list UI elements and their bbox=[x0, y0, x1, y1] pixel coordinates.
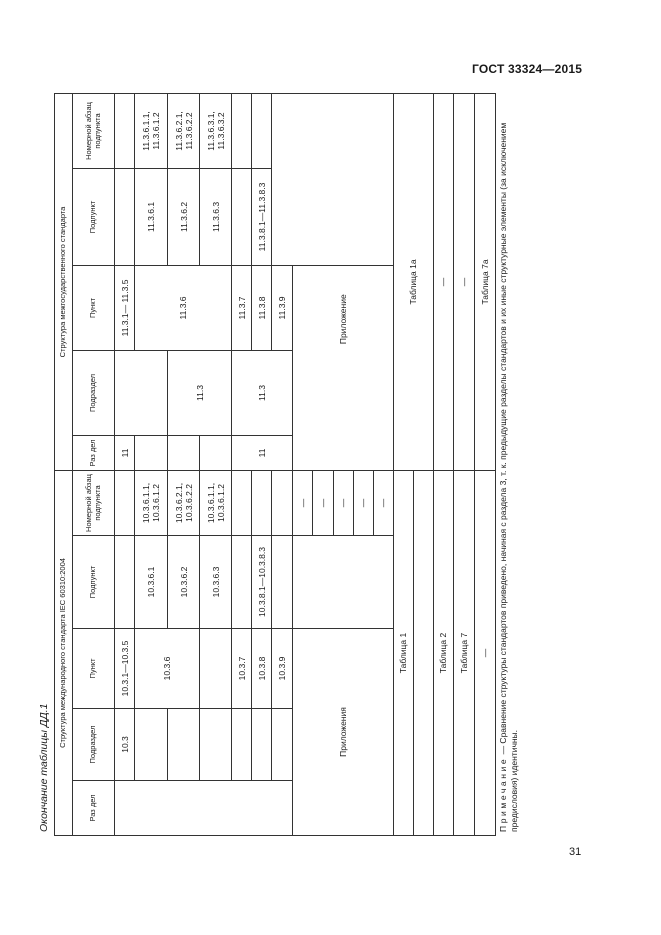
cell-empty bbox=[200, 709, 232, 781]
cell-punkt: 10.3.7 bbox=[232, 629, 252, 709]
cell-empty bbox=[115, 470, 135, 535]
group-header-interstate: Структура межгосударственного стандарта bbox=[55, 93, 73, 470]
note-label: Примечание bbox=[498, 756, 508, 832]
cell-empty bbox=[168, 709, 200, 781]
table-caption: Окончание таблицы ДД.1 bbox=[38, 703, 50, 832]
table-row bbox=[168, 93, 200, 835]
cell-empty bbox=[232, 470, 252, 535]
table-row bbox=[135, 93, 168, 835]
cell-podpunkt: 11.3.6.2 bbox=[168, 168, 200, 265]
cell-abzac: 11.3.6.2.1, 11.3.6.2.2 bbox=[168, 93, 200, 168]
cell-empty bbox=[115, 350, 168, 435]
col-punkt-left: Пункт bbox=[73, 629, 115, 709]
cell-podpunkt: 11.3.6.1 bbox=[135, 168, 168, 265]
cell-empty bbox=[135, 709, 168, 781]
cell-abzac: 10.3.6.1.1, 10.3.6.1.2 bbox=[200, 470, 232, 535]
cell-abzac: 10.3.6.1.1, 10.3.6.1.2 bbox=[135, 470, 168, 535]
cell-table-ref: Таблица 7 bbox=[453, 470, 474, 835]
cell-empty bbox=[232, 536, 252, 629]
cell-table-ref: Таблица 2 bbox=[433, 470, 453, 835]
cell-empty bbox=[115, 781, 293, 836]
cell-razdel: 11 bbox=[232, 435, 293, 470]
cell-punkt: 10.3.6 bbox=[135, 629, 200, 709]
cell-podpunkt: 10.3.6.3 bbox=[200, 536, 232, 629]
table-row bbox=[453, 93, 474, 835]
cell-appendix: Приложения bbox=[293, 629, 393, 836]
group-header-row bbox=[55, 93, 73, 835]
cell-punkt: 10.3.9 bbox=[272, 629, 293, 709]
cell-table-ref: Таблица 1а bbox=[393, 93, 433, 470]
cell-empty bbox=[252, 470, 272, 535]
cell-abzac: 11.3.6.1.1, 11.3.6.1.2 bbox=[135, 93, 168, 168]
cell-punkt: 11.3.1— 11.3.5 bbox=[115, 265, 135, 350]
cell-appendix: Приложение bbox=[293, 168, 393, 470]
table-row bbox=[115, 93, 135, 835]
note-text: — Сравнение структуры стандартов приведено, начиная с раздела 3, т. к. предыдущие разделы стандартов и их иные структурные элементы (за исключением предисловия) идентичны. bbox=[498, 122, 519, 832]
rotated-table-page bbox=[38, 94, 519, 836]
cell-empty bbox=[272, 709, 293, 781]
cell-empty bbox=[200, 629, 232, 709]
cell-dash: — bbox=[433, 93, 453, 470]
col-podrazdel-left: Подраздел bbox=[73, 709, 115, 781]
cell-podpunkt: 10.3.8.1—10.3.8.3 bbox=[252, 536, 272, 629]
col-abzac-right: Номерной абзац подпункта bbox=[73, 93, 115, 168]
cell-table-ref: Таблица 1 bbox=[393, 470, 413, 835]
col-razdel-left: Раз дел bbox=[73, 781, 115, 836]
cell-podrazdel: 11.3 bbox=[168, 350, 232, 435]
cell-empty bbox=[272, 536, 293, 629]
col-razdel-right: Раз дел bbox=[73, 435, 115, 470]
cell-podpunkt: 10.3.6.2 bbox=[168, 536, 200, 629]
table-row bbox=[293, 93, 313, 835]
cell-podpunkt: 10.3.6.1 bbox=[135, 536, 168, 629]
table-row bbox=[474, 93, 495, 835]
cell-empty bbox=[252, 709, 272, 781]
column-header-row bbox=[73, 93, 115, 835]
cell-empty bbox=[135, 435, 168, 470]
cell-dash: — bbox=[293, 470, 313, 535]
cell-dash: — bbox=[333, 470, 353, 535]
table-note bbox=[498, 97, 520, 832]
cell-empty bbox=[168, 435, 200, 470]
cell-punkt: 11.3.8 bbox=[252, 265, 272, 350]
cell-empty bbox=[232, 168, 252, 265]
cell-empty bbox=[115, 536, 135, 629]
table-row bbox=[433, 93, 453, 835]
col-podrazdel-right: Подраздел bbox=[73, 350, 115, 435]
page-number: 31 bbox=[569, 846, 582, 858]
table-row bbox=[393, 93, 413, 835]
cell-empty bbox=[115, 93, 135, 168]
cell-dash: — bbox=[474, 470, 495, 835]
cell-podrazdel: 11.3 bbox=[232, 350, 293, 435]
cell-punkt: 11.3.7 bbox=[232, 265, 252, 350]
cell-punkt: 11.3.9 bbox=[272, 265, 293, 350]
cell-table-ref: Таблица 7а bbox=[474, 93, 495, 470]
standard-designation: ГОСТ 33324—2015 bbox=[472, 62, 583, 76]
group-header-international: Структура международного стандарта IEC 60310:2004 bbox=[55, 470, 73, 835]
cell-podpunkt: 11.3.6.3 bbox=[200, 168, 232, 265]
cell-podpunkt: 11.3.8.1—11.3.8.3 bbox=[252, 168, 272, 265]
cell-punkt: 11.3.6 bbox=[135, 265, 232, 350]
cell-dash: — bbox=[373, 470, 393, 535]
cell-empty bbox=[232, 709, 252, 781]
cell-empty bbox=[200, 435, 232, 470]
cell-empty bbox=[232, 93, 252, 168]
cell-dash: — bbox=[453, 93, 474, 470]
cell-podrazdel: 10.3 bbox=[115, 709, 135, 781]
cell-dash: — bbox=[353, 470, 373, 535]
cell-razdel: 11 bbox=[115, 435, 135, 470]
cell-punkt: 10.3.8 bbox=[252, 629, 272, 709]
col-podpunkt-left: Подпункт bbox=[73, 536, 115, 629]
col-abzac-left: Номерной абзац подпункта bbox=[73, 470, 115, 535]
col-podpunkt-right: Подпункт bbox=[73, 168, 115, 265]
col-punkt-right: Пункт bbox=[73, 265, 115, 350]
comparison-table bbox=[54, 93, 496, 836]
cell-empty bbox=[293, 536, 393, 629]
cell-empty bbox=[115, 168, 135, 265]
cell-empty bbox=[413, 470, 433, 835]
table-row bbox=[232, 93, 252, 835]
table-row bbox=[200, 93, 232, 835]
cell-abzac: 11.3.6.3.1, 11.3.6.3.2 bbox=[200, 93, 232, 168]
cell-empty bbox=[252, 93, 272, 168]
cell-dash: — bbox=[313, 470, 333, 535]
cell-abzac: 10.3.6.2.1, 10.3.6.2.2 bbox=[168, 470, 200, 535]
cell-empty bbox=[272, 470, 293, 535]
cell-punkt: 10.3.1—10.3.5 bbox=[115, 629, 135, 709]
